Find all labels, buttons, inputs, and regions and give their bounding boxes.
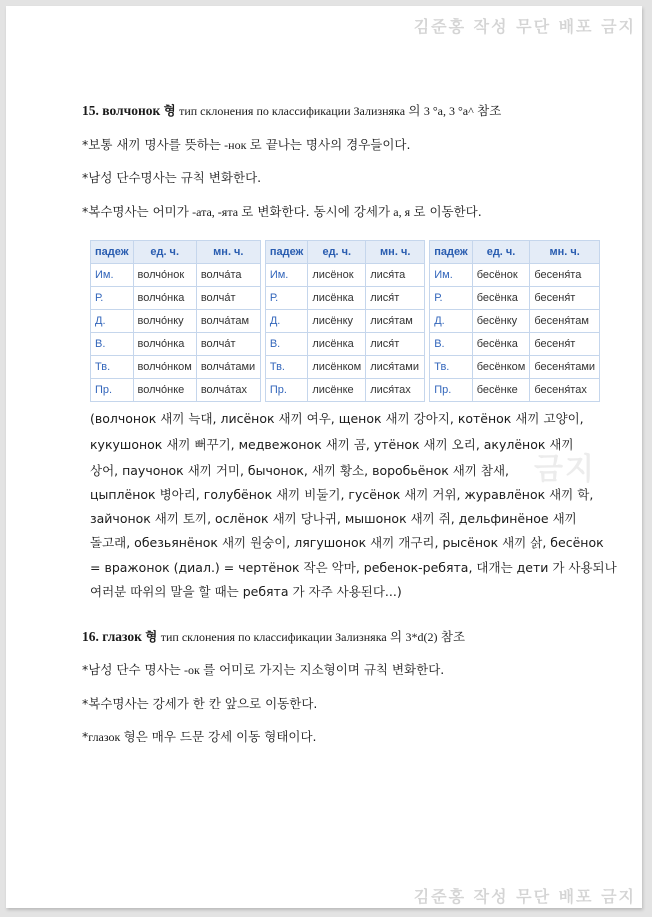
table-row: Тв. бесёнком бесеня́тами [430, 356, 600, 379]
section-15-bullet-3: *복수명사는 어미가 -ата, -ята 로 변화한다. 동시에 강세가 а, я 로 이동한다. [82, 204, 482, 219]
document-page [6, 6, 642, 908]
examples-line-2: кукушонок 새끼 뻐꾸기, медвежонок 새끼 곰, утёнок 새끼 오리, акулёнок 새끼 [90, 437, 574, 452]
section-16-bullet-3: *глазок 형은 매우 드문 강세 이동 형태이다. [82, 729, 317, 744]
declension-table-besyonok: падеж ед. ч. мн. ч. Им. бесёнок бесеня́та Р. бесёнка бесеня́т Д. бесёнку бесеня́там В. бесёнка бесеня́т Тв. бесёнком бесеня́тами Пр. бесёнке бесеня́тах [429, 240, 600, 402]
table-row: Им. лисёнок лися́та [265, 264, 424, 287]
table-row: Д. волчо́нку волча́там [91, 310, 261, 333]
watermark-top: 김준홍 작성 무단 배포 금지 [413, 17, 636, 36]
section-16-bullet-1: *남성 단수 명사는 -ок 를 어미로 가지는 지소형이며 규칙 변화한다. [82, 662, 445, 677]
section-16-title: 16. глазок [82, 629, 142, 644]
declension-table-volchonok: падеж ед. ч. мн. ч. Им. волчо́нок волча́та Р. волчо́нка волча́т Д. волчо́нку волча́там В. волчо́нка волча́т Тв. волчо́нком волча́тами Пр. волчо́нке волча́тах [90, 240, 261, 402]
examples-line-1: (волчонок 새끼 늑대, лисёнок 새끼 여우, щенок 새끼 강아지, котёнок 새끼 고양이, [90, 411, 584, 426]
declension-tables [90, 240, 600, 402]
section-15-heading: 15. волчонок 형 тип склонения по классификации Зализняка 의 3 °a, 3 °a^ 참조 [82, 103, 502, 118]
section-15-bullet-2: *남성 단수명사는 규칙 변화한다. [82, 170, 262, 185]
table-row: Тв. волчо́нком волча́тами [91, 356, 261, 379]
table-row: Д. бесёнку бесеня́там [430, 310, 600, 333]
examples-line-4: цыплёнок 병아리, голубёнок 새끼 비둘기, гусёнок 새끼 거위, журавлёнок 새끼 학, [90, 487, 594, 502]
watermark-bottom: 김준홍 작성 무단 배포 금지 [413, 887, 636, 906]
table-row: В. лисёнка лися́т [265, 333, 424, 356]
examples-line-5: зайчонок 새끼 토끼, ослёнок 새끼 당나귀, мышонок 새끼 쥐, дельфинёное 새끼 [90, 511, 577, 526]
table-row: Р. лисёнка лися́т [265, 287, 424, 310]
table-row: Тв. лисёнком лися́тами [265, 356, 424, 379]
section-16-heading: 16. глазок 형 тип склонения по классификации Зализняка 의 3*d(2) 참조 [82, 629, 466, 644]
table-row: Пр. волчо́нке волча́тах [91, 379, 261, 402]
table-row: Им. волчо́нок волча́та [91, 264, 261, 287]
examples-line-7: = вражонок (диал.) = чертёнок 작은 악마, ребенок-ребята, 대개는 дети 가 사용되나 [90, 560, 617, 575]
table-row: В. бесёнка бесеня́т [430, 333, 600, 356]
table-row: В. волчо́нка волча́т [91, 333, 261, 356]
examples-line-8: 여러분 따위의 말을 할 때는 ребята 가 자주 사용된다...) [90, 584, 402, 599]
table-row: Р. волчо́нка волча́т [91, 287, 261, 310]
table-row: Пр. лисёнке лися́тах [265, 379, 424, 402]
watermark-middle: 금지 [534, 452, 596, 487]
table-row: Р. бесёнка бесеня́т [430, 287, 600, 310]
section-16-bullet-2: *복수명사는 강세가 한 칸 앞으로 이동한다. [82, 696, 318, 711]
table-row: Пр. бесёнке бесеня́тах [430, 379, 600, 402]
table-row: Д. лисёнку лися́там [265, 310, 424, 333]
section-15-bullet-1: *보통 새끼 명사를 뜻하는 -нок 로 끝나는 명사의 경우들이다. [82, 137, 411, 152]
examples-line-6: 돌고래, обезьянёнок 새끼 원숭이, лягушонок 새끼 개구리, рысёнок 새끼 삵, бесёнок [90, 535, 604, 550]
section-15-title: 15. волчонок [82, 103, 161, 118]
declension-table-lisyonok: падеж ед. ч. мн. ч. Им. лисёнок лися́та Р. лисёнка лися́т Д. лисёнку лися́там В. лисёнка лися́т Тв. лисёнком лися́тами Пр. лисёнке лися́тах [265, 240, 425, 402]
table-row: Им. бесёнок бесеня́та [430, 264, 600, 287]
examples-line-3: 상어, паучонок 새끼 거미, бычонок, 새끼 황소, воробьёнок 새끼 참새, [90, 463, 510, 478]
